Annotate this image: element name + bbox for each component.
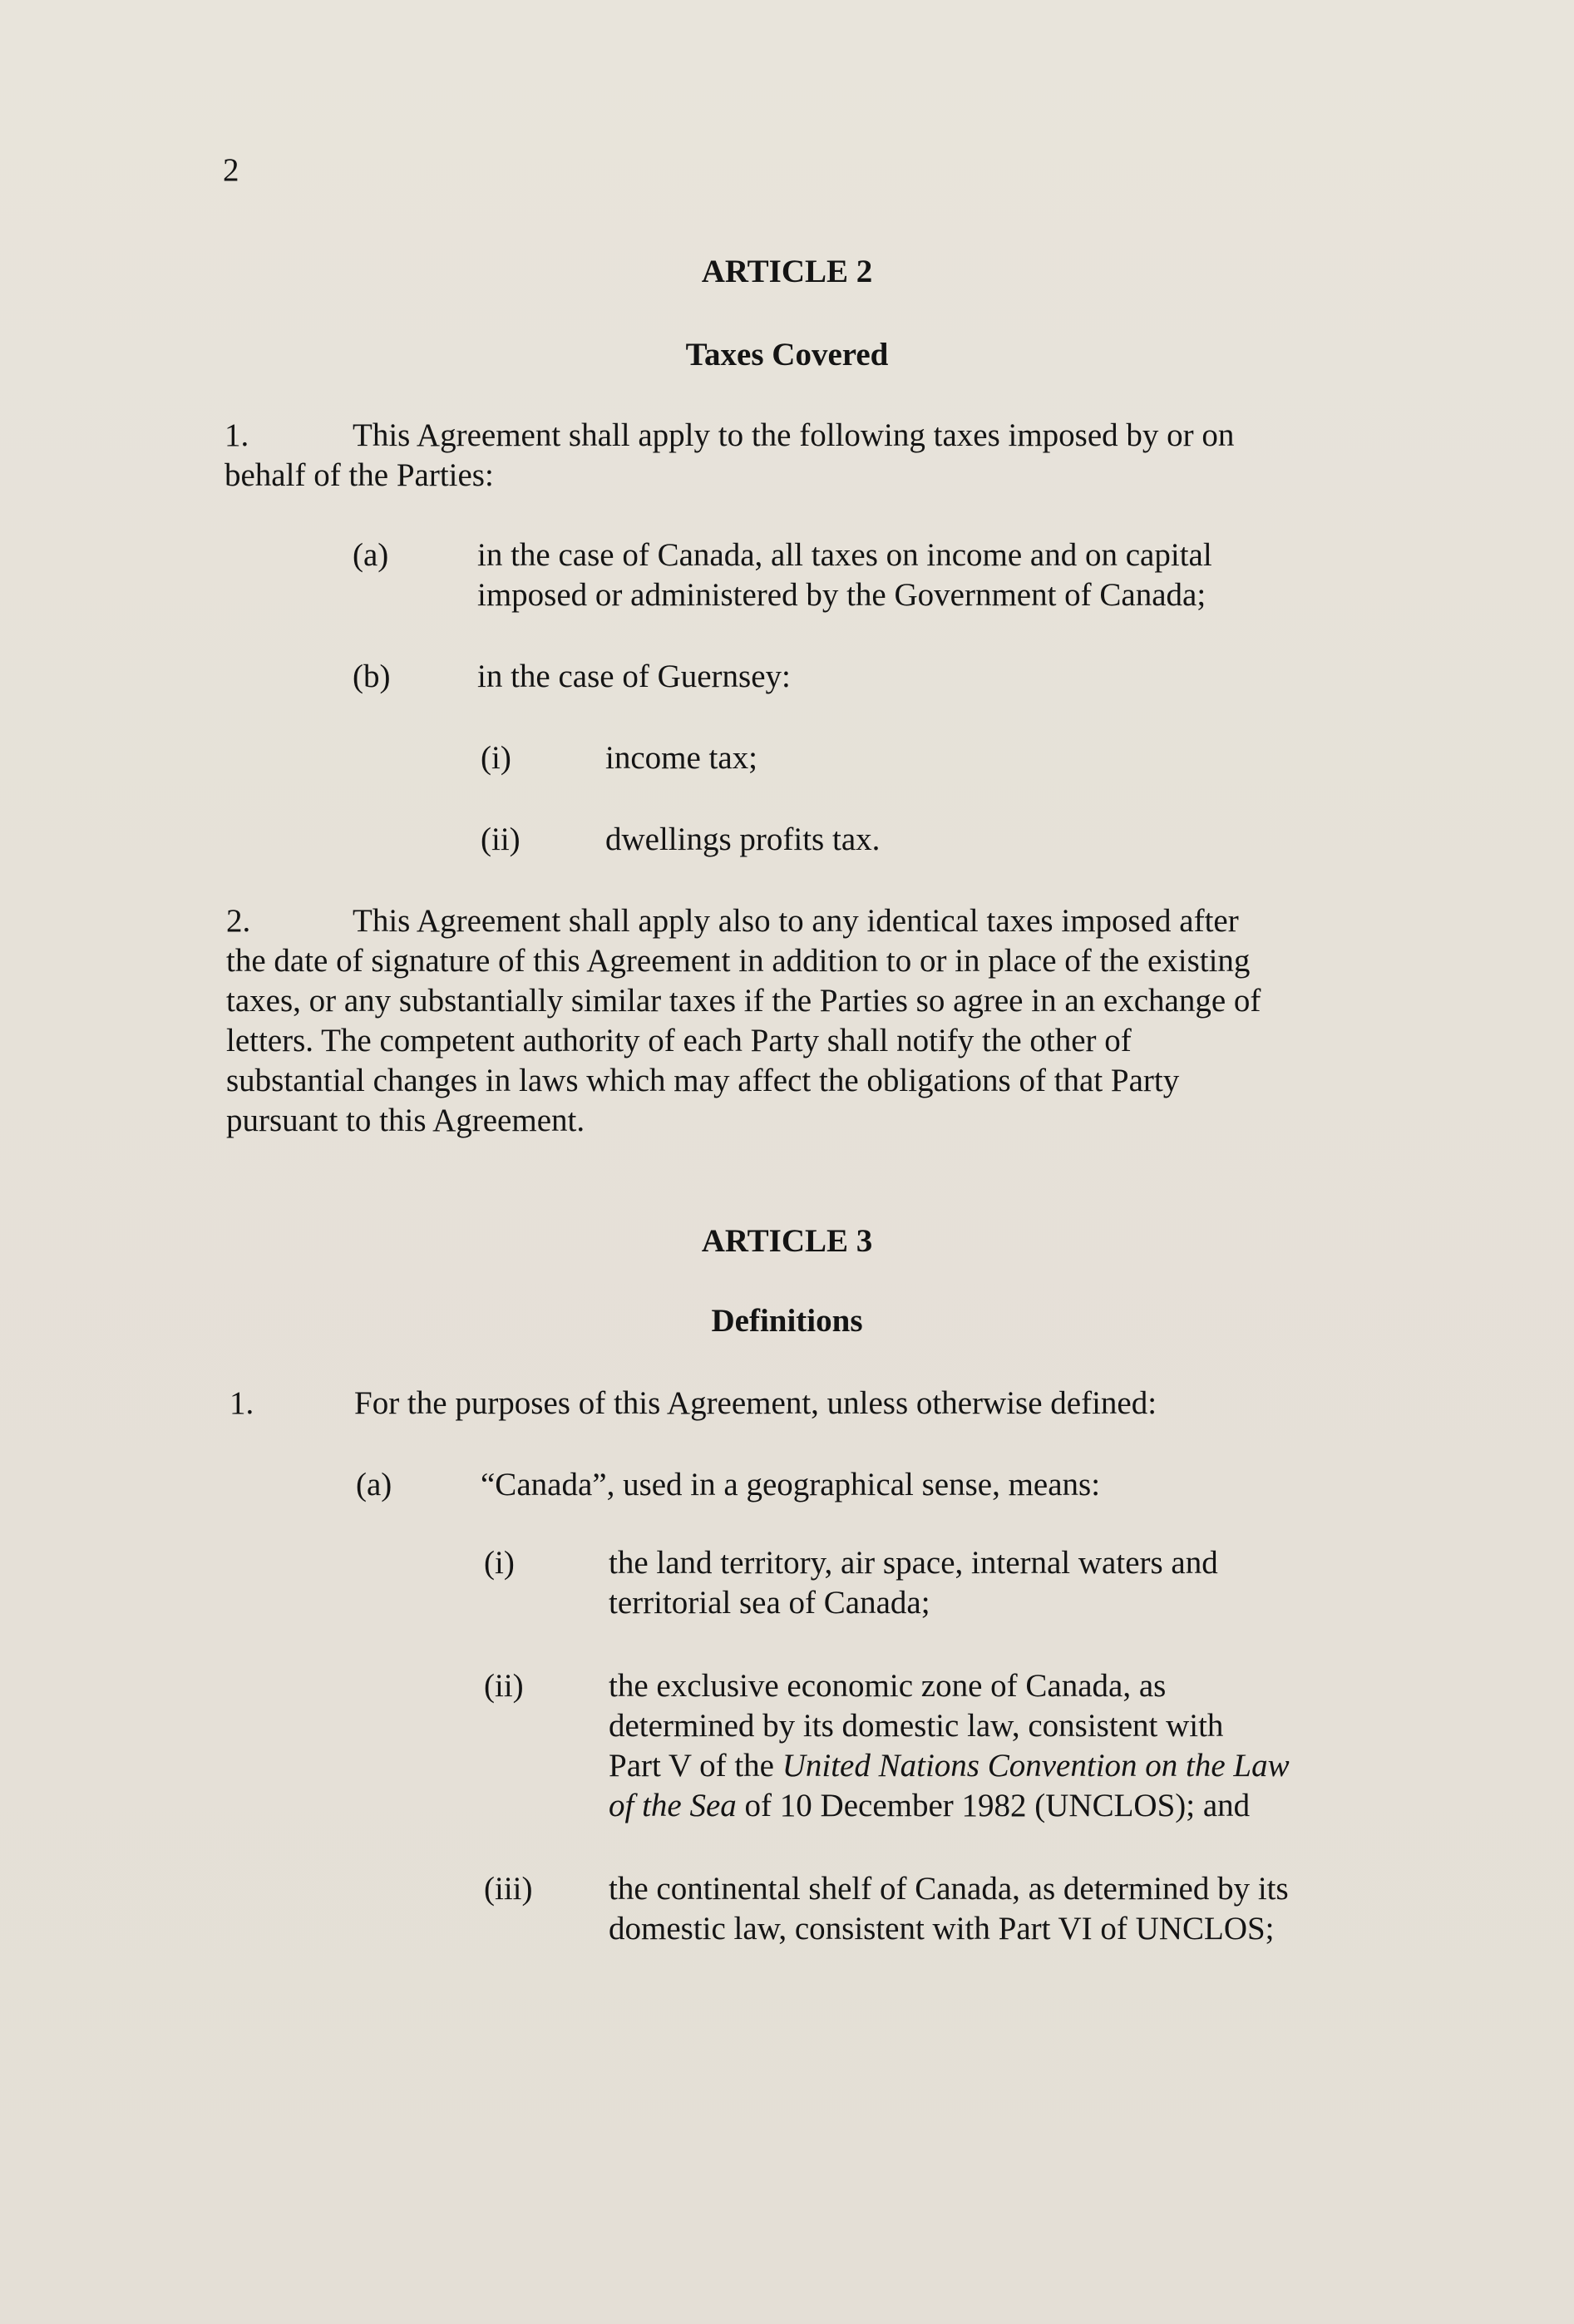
article-3-item-a-text: “Canada”, used in a geographical sense, means:	[481, 1467, 1101, 1502]
article-2-para-1-line-2: behalf of the Parties:	[225, 457, 494, 493]
article-3-item-a-ii-line-2: determined by its domestic law, consistent with	[609, 1708, 1224, 1744]
article-2-item-a-line-2: imposed or administered by the Government of Canada;	[477, 577, 1206, 613]
article-2-para-2-number: 2.	[226, 903, 251, 939]
article-2-para-1-line-1: This Agreement shall apply to the following taxes imposed by or on	[353, 417, 1235, 453]
article-2-item-a-line-1: in the case of Canada, all taxes on income and on capital	[477, 537, 1212, 573]
article-3-heading: ARTICLE 3	[701, 1223, 873, 1259]
article-3-item-a-iii-line-2: domestic law, consistent with Part VI of UNCLOS;	[609, 1911, 1275, 1947]
article-2-para-2-line-1: This Agreement shall apply also to any identical taxes imposed after	[353, 903, 1239, 939]
article-2-heading: ARTICLE 2	[701, 254, 873, 289]
convention-title-part-2: of the Sea	[609, 1788, 737, 1823]
article-2-item-b-i-label: (i)	[481, 740, 511, 776]
article-3-para-1-number: 1.	[229, 1385, 254, 1421]
article-3-item-a-ii-line-4	[609, 1786, 1250, 1826]
article-3-item-a-ii-label: (ii)	[484, 1668, 524, 1704]
article-3-para-1-text: For the purposes of this Agreement, unless otherwise defined:	[354, 1385, 1157, 1421]
article-2-para-1-number: 1.	[225, 417, 249, 453]
article-3-item-a-i-line-2: territorial sea of Canada;	[609, 1585, 930, 1621]
article-2-item-b-ii-label: (ii)	[481, 822, 521, 857]
article-3-item-a-i-label: (i)	[484, 1545, 515, 1581]
article-2-item-b-i-text: income tax;	[605, 740, 758, 776]
page-number: 2	[223, 152, 239, 188]
article-2-subheading: Taxes Covered	[685, 337, 889, 373]
article-3-item-a-label: (a)	[356, 1467, 392, 1502]
article-2-para-2-line-4: letters. The competent authority of each Party shall notify the other of	[226, 1023, 1132, 1058]
article-3-item-a-ii-line-1: the exclusive economic zone of Canada, as	[609, 1668, 1167, 1704]
convention-title-part-1: United Nations Convention on the Law	[782, 1748, 1290, 1784]
article-2-para-2-line-5: substantial changes in laws which may affect the obligations of that Party	[226, 1063, 1180, 1098]
article-3-item-a-ii-line-4-post: of 10 December 1982 (UNCLOS); and	[736, 1788, 1251, 1823]
article-2-para-2-line-6: pursuant to this Agreement.	[226, 1103, 585, 1138]
article-2-item-b-text: in the case of Guernsey:	[477, 659, 791, 694]
article-3-item-a-ii-line-3	[609, 1746, 1290, 1786]
article-2-para-2-line-2: the date of signature of this Agreement in addition to or in place of the existing	[226, 943, 1251, 979]
article-3-item-a-iii-line-1: the continental shelf of Canada, as determined by its	[609, 1871, 1289, 1907]
article-3-item-a-ii-line-3-pre: Part V of the	[609, 1748, 782, 1784]
article-2-item-a-label: (a)	[353, 537, 389, 573]
article-2-item-b-label: (b)	[353, 659, 391, 694]
article-2-item-b-ii-text: dwellings profits tax.	[605, 822, 881, 857]
article-2-para-2-line-3: taxes, or any substantially similar taxes if the Parties so agree in an exchange of	[226, 983, 1261, 1019]
article-3-item-a-iii-label: (iii)	[484, 1871, 533, 1907]
article-3-subheading: Definitions	[711, 1303, 863, 1339]
article-3-item-a-i-line-1: the land territory, air space, internal waters and	[609, 1545, 1218, 1581]
